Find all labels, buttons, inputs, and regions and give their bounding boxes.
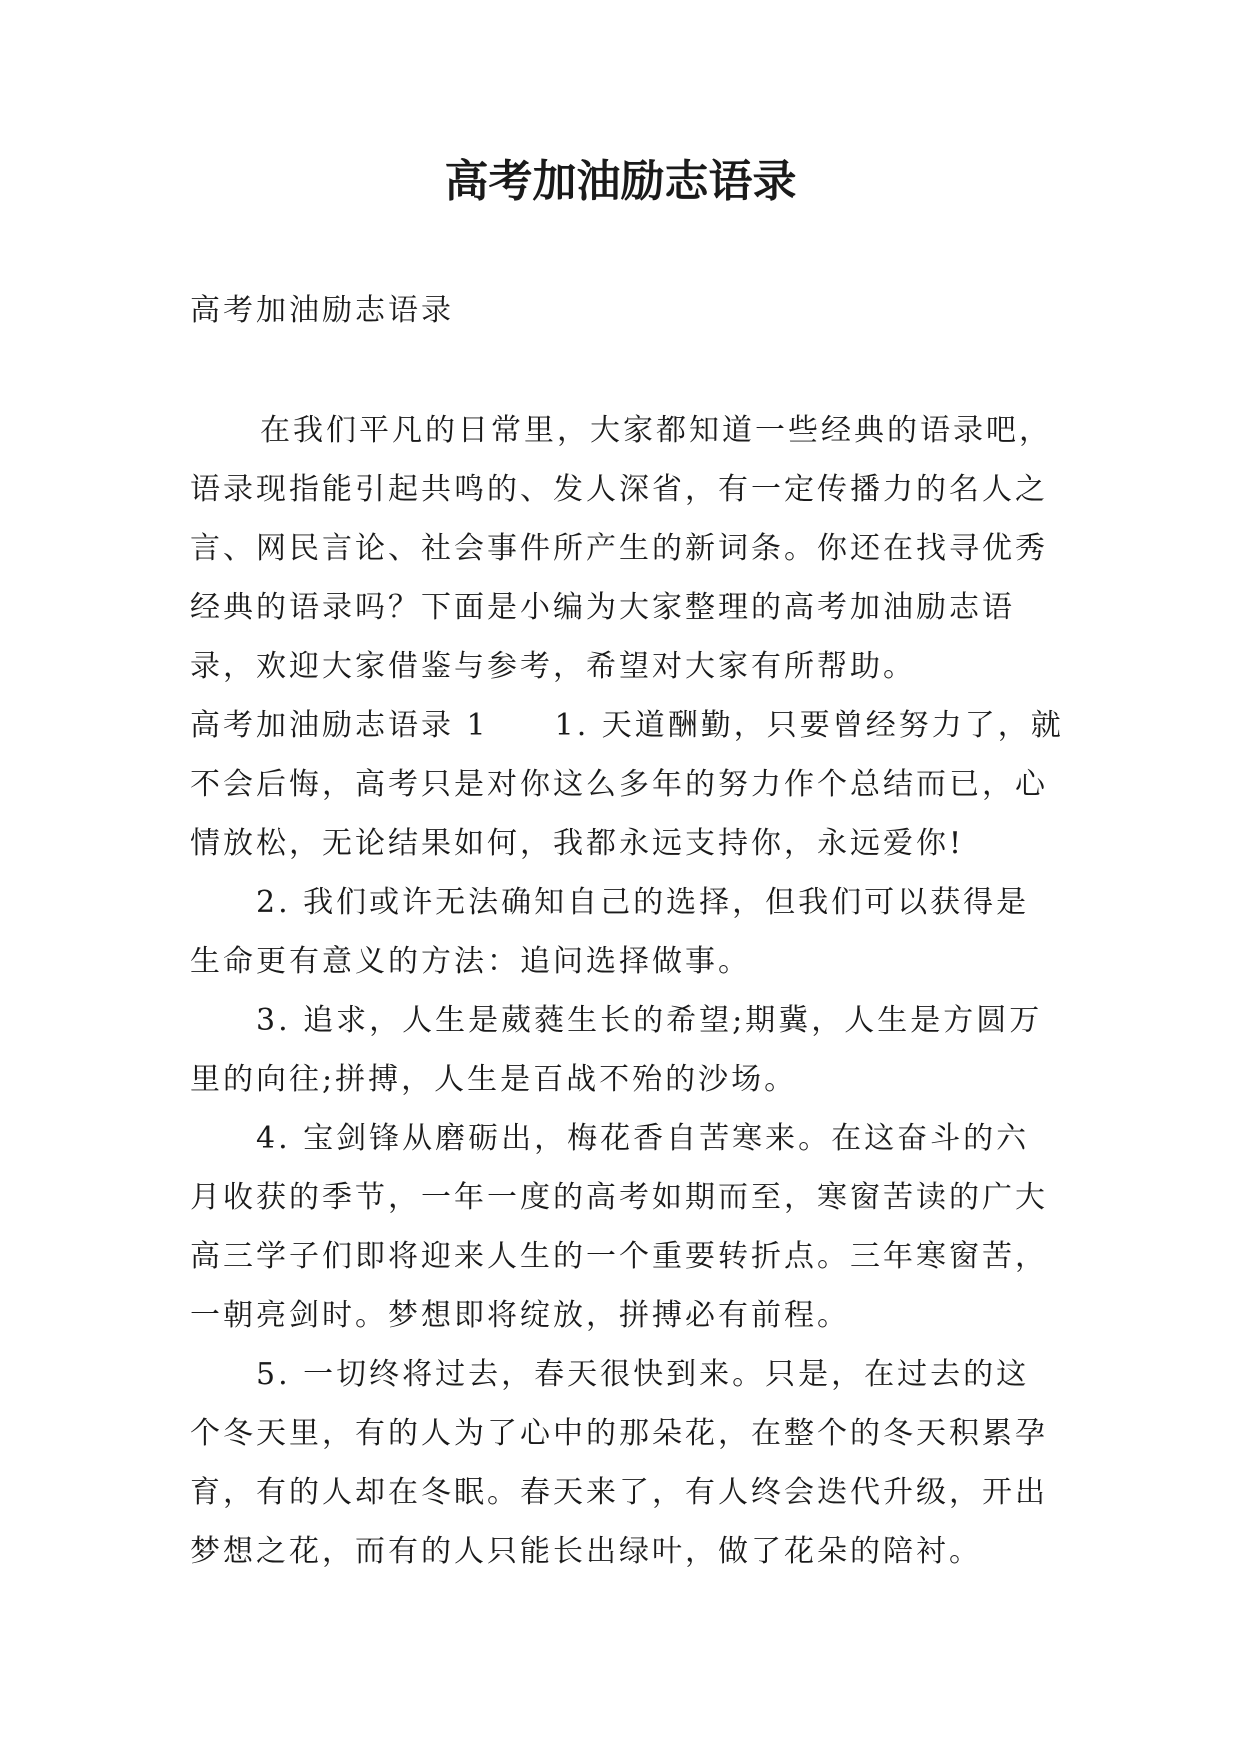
body-line: 情放松，无论结果如何，我都永远支持你，永远爱你! (190, 826, 965, 861)
document-title: 高考加油励志语录 (444, 156, 797, 207)
body-line: 一朝亮剑时。梦想即将绽放，拼搏必有前程。 (190, 1298, 850, 1333)
body-line: 2. 我们或许无法确知自己的选择，但我们可以获得是 (256, 885, 1030, 920)
body-line: 在我们平凡的日常里，大家都知道一些经典的语录吧， (260, 413, 1052, 448)
body-line: 里的向往;拼搏，人生是百战不殆的沙场。 (190, 1062, 798, 1097)
body-line: 经典的语录吗？下面是小编为大家整理的高考加油励志语 (190, 590, 1015, 625)
body-line: 个冬天里，有的人为了心中的那朵花，在整个的冬天积累孕 (190, 1416, 1048, 1451)
document-subtitle: 高考加油励志语录 (190, 293, 454, 328)
body-line: 录，欢迎大家借鉴与参考，希望对大家有所帮助。 (190, 649, 916, 684)
body-line: 4. 宝剑锋从磨砺出，梅花香自苦寒来。在这奋斗的六 (256, 1121, 1030, 1156)
body-line: 月收获的季节，一年一度的高考如期而至，寒窗苦读的广大 (190, 1180, 1048, 1215)
body-line: 生命更有意义的方法：追问选择做事。 (190, 944, 751, 979)
body-line: 高三学子们即将迎来人生的一个重要转折点。三年寒窗苦， (190, 1239, 1048, 1274)
body-line: 高考加油励志语录 1 1. 天道酬勤，只要曾经努力了，就 (190, 708, 1064, 743)
body-line: 3. 追求，人生是葳蕤生长的希望;期冀，人生是方圆万 (256, 1003, 1043, 1038)
body-line: 不会后悔，高考只是对你这么多年的努力作个总结而已，心 (190, 767, 1048, 802)
body-line: 5. 一切终将过去，春天很快到来。只是，在过去的这 (256, 1357, 1030, 1392)
body-line: 言、网民言论、社会事件所产生的新词条。你还在找寻优秀 (190, 531, 1048, 566)
body-line: 语录现指能引起共鸣的、发人深省，有一定传播力的名人之 (190, 472, 1048, 507)
body-line: 育，有的人却在冬眠。春天来了，有人终会迭代升级，开出 (190, 1475, 1048, 1510)
body-line: 梦想之花，而有的人只能长出绿叶，做了花朵的陪衬。 (190, 1534, 982, 1569)
